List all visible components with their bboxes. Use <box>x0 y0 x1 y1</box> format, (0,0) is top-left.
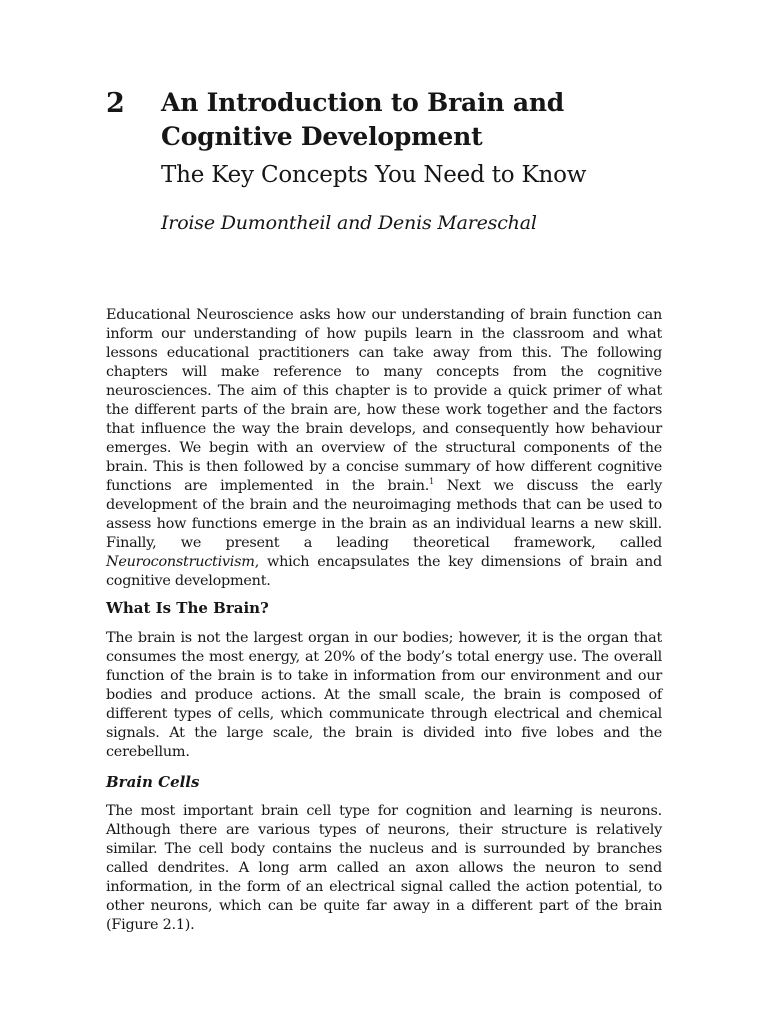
subsection-heading-brain-cells: Brain Cells <box>106 773 200 791</box>
footnote-marker[interactable]: 1 <box>429 477 434 487</box>
brain-cells-paragraph: The most important brain cell type for cognition and learning is neurons. Although there are various types of neurons, their structure is relatively similar. The cell body contains the nucleus and is surrounded by branches called dendrites. A long arm called an axon allows the neuron to send information, in the form of an electrical signal called the action potential, to other neurons, which can be quite far away in a different part of the brain (Figure 2.1). <box>106 803 662 933</box>
brain-paragraph: The brain is not the largest organ in our bodies; however, it is the organ that consumes the most energy, at 20% of the body’s total energy use. The overall function of the brain is to take in information from our environment and our bodies and produce actions. At the small scale, the brain is composed of different types of cells, which communicate through electrical and chemical signals. At the large scale, the brain is divided into five lobes and the cerebellum. <box>106 630 662 760</box>
chapter-subtitle: The Key Concepts You Need to Know <box>161 162 587 188</box>
intro-text-part1: Educational Neuroscience asks how our understanding of brain function can inform our understanding of how pupils learn in the classroom and what lessons educational practitioners can take away from this. The following chapters will make reference to many concepts from the cognitive neurosciences. The aim of this chapter is to provide a quick primer of what the different parts of the brain are, how these work together and the factors that influence the way the brain develops, and consequently how behaviour emerges. We begin with an overview of the structural components of the brain. This is then followed by a concise summary of how different cognitive functions are implemented in the brain. <box>106 307 662 494</box>
chapter-title: An Introduction to Brain and Cognitive Development <box>161 88 565 151</box>
intro-emphasis-term: Neuroconstructivism <box>106 554 255 570</box>
chapter-heading <box>161 86 681 236</box>
intro-text-part2: Next we discuss the early development of the brain and the neuroimaging methods that can be used to assess how functions emerge in the brain as an individual learns a new skill. Finally, we present a leading theoretical framework, called <box>106 478 662 551</box>
intro-text-part3: , which encapsulates the key dimensions of brain and cognitive development. <box>106 554 662 589</box>
intro-paragraph <box>106 306 662 591</box>
chapter-number: 2 <box>106 88 125 119</box>
section-heading-what-is-the-brain: What Is The Brain? <box>106 599 269 617</box>
chapter-authors: Iroise Dumontheil and Denis Mareschal <box>161 212 537 234</box>
